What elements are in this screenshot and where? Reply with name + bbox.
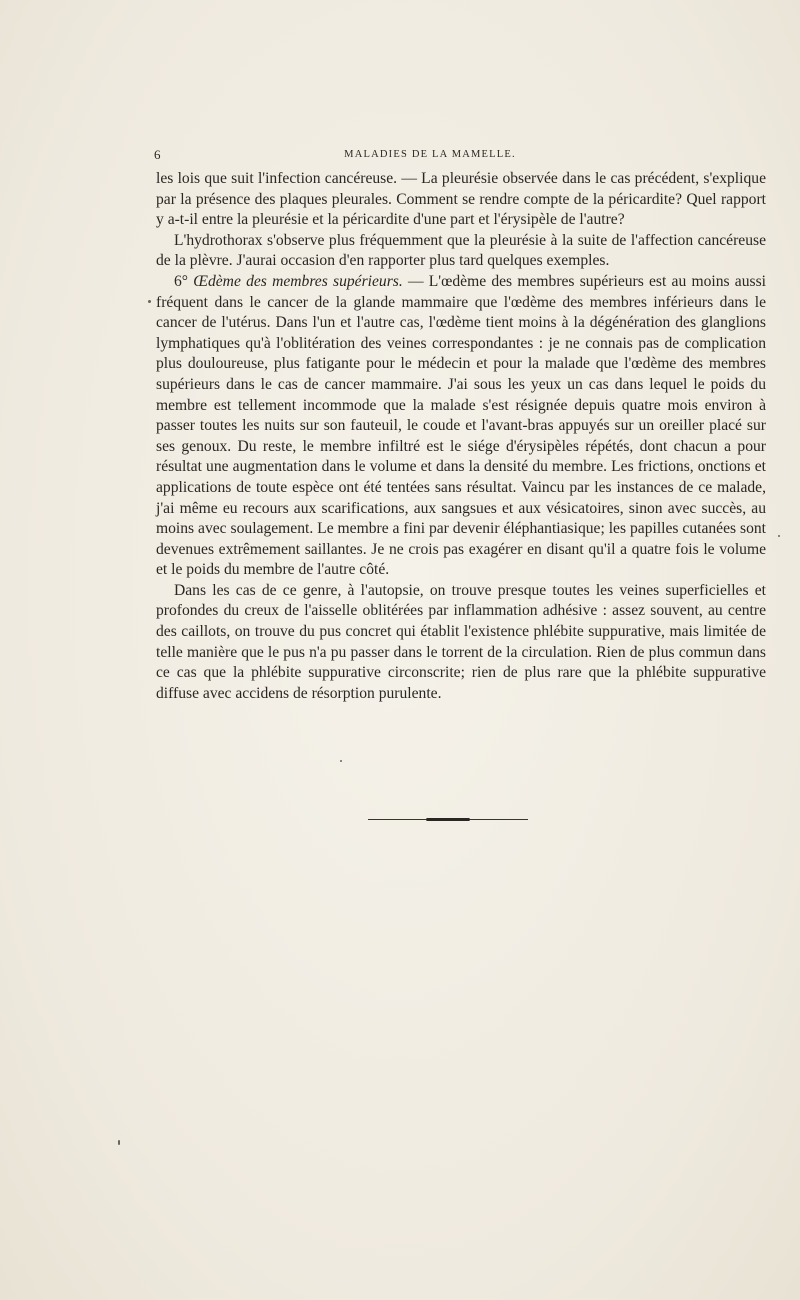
paragraph-3-text: — L'œdème des membres supérieurs est au moins aussi fréquent dans le cancer de la glande mammaire que l'œdème des membres inférieurs dans le cancer de l'utérus. Dans l'un et l'autre cas, l'œdème tient moins à la dégénération des glanglions lymphatiques qu'à l'oblitération des veines correspondantes : je ne connais pas de complication plus douloureuse, plus fatigante pour le médecin et pour la malade que l'œdème des membres supérieurs dans le cas de cancer mammaire. J'ai sous les yeux un cas dans lequel le poids du membre est tellement incommode que la malade s'est résignée depuis quatre mois environ à passer toutes les nuits sur son fauteuil, le coude et l'avant-bras appuyés sur un oreiller placé sur ses genoux. Du reste, le membre infiltré est le siége d'érysipèles répétés, dont chacun a pour résultat une augmentation dans le volume et dans la densité du membre. Les frictions, onctions et applications de toute espèce ont été tentées sans résultat. Vaincu par les instances de ce malade, j'ai même eu recours aux scarifications, aux sangsues et aux vésicatoires, sinon avec succès, au moins avec soulagement. Le membre a fini par devenir éléphantiasique; les papilles cutanées sont devenues extrêmement saillantes. Je ne crois pas exagérer en disant qu'il a quatre fois le volume et le poids du membre de l'autre côté.: [156, 272, 766, 579]
rule-swell: [426, 818, 470, 821]
running-head: [154, 147, 666, 163]
paragraph-1: les lois que suit l'infection cancéreuse. — La pleurésie observée dans le cas précédent, s'explique par la présence des plaques pleurales. Comment se rendre compte de la péricardite? Quel rapport y a-t-il entre la pleurésie et la péricardite d'une part et l'érysipèle de l'autre?: [156, 170, 766, 229]
section-heading: Œdème des membres supérieurs.: [193, 272, 403, 290]
paragraph-3: [156, 272, 766, 581]
paper-speck: [340, 760, 342, 762]
paper-speck: [118, 1140, 120, 1145]
paragraph-2: L'hydrothorax s'observe plus fréquemment que la pleurésie à la suite de l'affection cancéreuse de la plèvre. J'aurai occasion d'en rapporter plus tard quelques exemples.: [156, 231, 766, 270]
paragraph-4: Dans les cas de ce genre, à l'autopsie, on trouve presque toutes les veines superficielles et profondes du creux de l'aisselle oblitérées par inflammation adhésive : assez souvent, au centre des caillots, on trouve du pus concret qui établit l'existence phlébite suppurative, mais limitée de telle manière que le pus n'a pu passer dans le torrent de la circulation. Rien de plus commun dans ce cas que la phlébite suppurative circonscrite; rien de plus rare que la phlébite suppurative diffuse avec accidens de résorption purulente.: [156, 581, 766, 702]
end-ornament-rule: [368, 818, 528, 822]
running-title: MALADIES DE LA MAMELLE.: [344, 149, 516, 160]
body-text: [156, 169, 766, 704]
page-number: 6: [154, 147, 161, 162]
paper-speck: [778, 535, 780, 537]
section-number: 6°: [174, 272, 194, 290]
paper-speck: [148, 300, 151, 303]
